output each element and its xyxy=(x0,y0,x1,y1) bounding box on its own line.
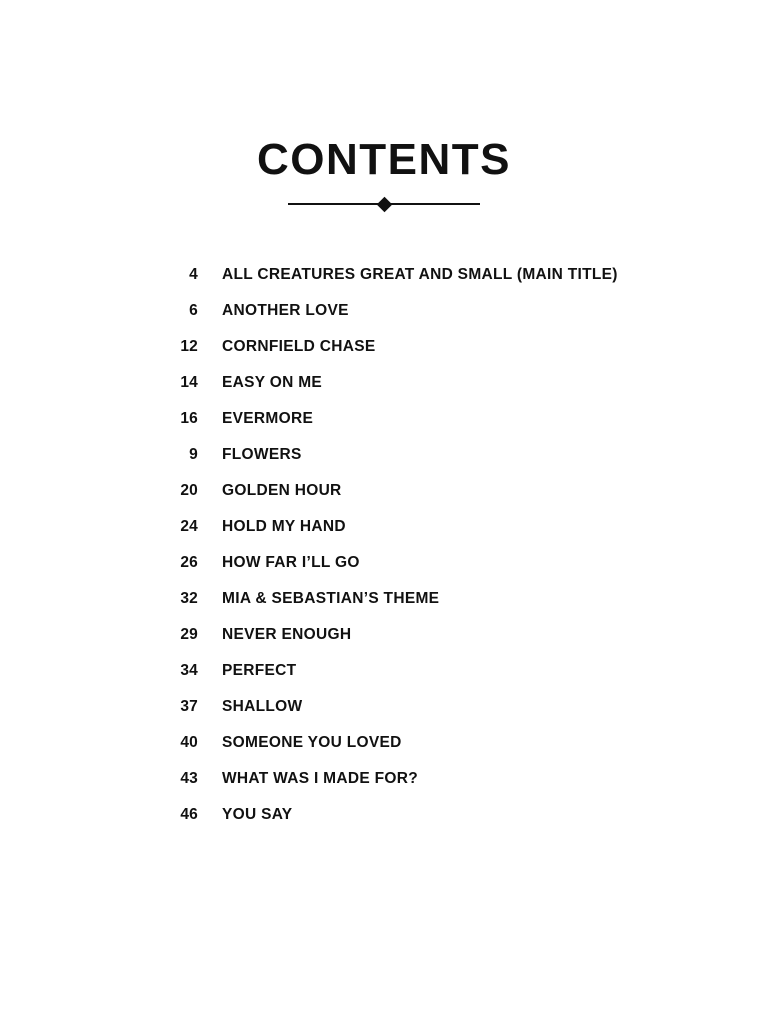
entry-title: SOMEONE YOU LOVED xyxy=(222,734,402,751)
entry-title: SHALLOW xyxy=(222,698,303,715)
entry-page-number: 12 xyxy=(180,338,198,355)
list-item xyxy=(0,626,768,662)
entry-page-number: 4 xyxy=(189,266,198,283)
entry-page-number: 37 xyxy=(180,698,198,715)
list-item xyxy=(0,482,768,518)
list-item xyxy=(0,410,768,446)
table-of-contents xyxy=(0,266,768,842)
title-block xyxy=(0,135,768,210)
list-item xyxy=(0,698,768,734)
list-item xyxy=(0,734,768,770)
entry-title: EVERMORE xyxy=(222,410,314,427)
entry-title: ALL CREATURES GREAT AND SMALL (MAIN TITLE) xyxy=(222,266,618,283)
entry-page-number: 14 xyxy=(180,374,198,391)
list-item xyxy=(0,446,768,482)
list-item xyxy=(0,554,768,590)
entry-page-number: 6 xyxy=(189,302,198,319)
list-item xyxy=(0,770,768,806)
entry-title: GOLDEN HOUR xyxy=(222,482,342,499)
list-item xyxy=(0,302,768,338)
entry-page-number: 9 xyxy=(189,446,198,463)
entry-title: PERFECT xyxy=(222,662,297,679)
entry-page-number: 24 xyxy=(180,518,198,535)
list-item xyxy=(0,338,768,374)
list-item xyxy=(0,374,768,410)
entry-page-number: 26 xyxy=(180,554,198,571)
entry-page-number: 29 xyxy=(180,626,198,643)
entry-title: FLOWERS xyxy=(222,446,302,463)
entry-title: MIA & SEBASTIAN’S THEME xyxy=(222,590,440,607)
entry-title: WHAT WAS I MADE FOR? xyxy=(222,770,418,787)
entry-title: YOU SAY xyxy=(222,806,293,823)
entry-page-number: 43 xyxy=(180,770,198,787)
entry-title: NEVER ENOUGH xyxy=(222,626,352,643)
diamond-ornament-icon xyxy=(376,196,392,212)
entry-title: HOLD MY HAND xyxy=(222,518,346,535)
entry-title: EASY ON ME xyxy=(222,374,323,391)
list-item xyxy=(0,590,768,626)
entry-page-number: 32 xyxy=(180,590,198,607)
entry-title: ANOTHER LOVE xyxy=(222,302,349,319)
list-item xyxy=(0,518,768,554)
page-title: CONTENTS xyxy=(257,135,511,184)
title-divider xyxy=(288,198,480,210)
entry-title: HOW FAR I’LL GO xyxy=(222,554,360,571)
entry-page-number: 40 xyxy=(180,734,198,751)
entry-title: CORNFIELD CHASE xyxy=(222,338,376,355)
entry-page-number: 20 xyxy=(180,482,198,499)
list-item xyxy=(0,662,768,698)
entry-page-number: 34 xyxy=(180,662,198,679)
entry-page-number: 46 xyxy=(180,806,198,823)
list-item xyxy=(0,806,768,842)
entry-page-number: 16 xyxy=(180,410,198,427)
list-item xyxy=(0,266,768,302)
